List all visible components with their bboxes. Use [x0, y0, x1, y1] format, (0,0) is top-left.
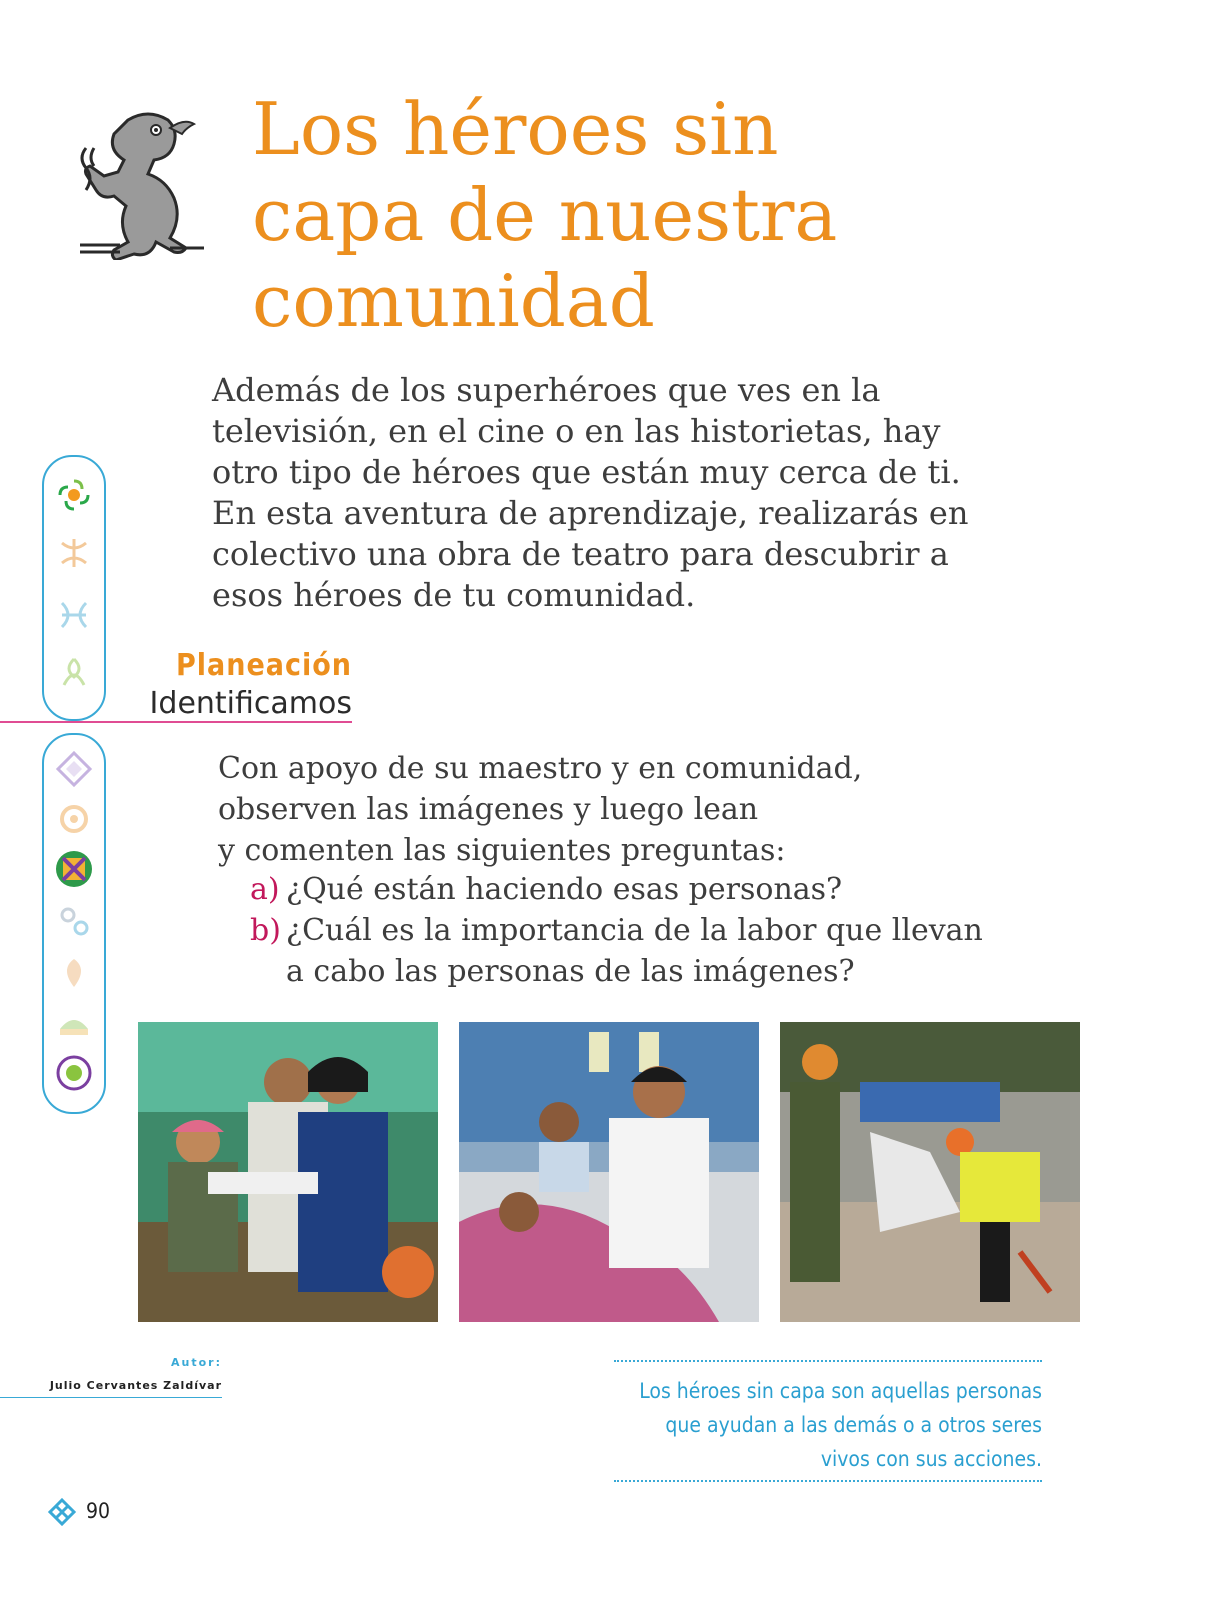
definition-note: [614, 1360, 1042, 1482]
sidebar-phase-nav: [42, 455, 106, 721]
title-line-1: Los héroes sin: [252, 87, 779, 171]
photo-hospital-nurse: [459, 1022, 759, 1322]
question-item: [250, 910, 1010, 992]
definition-text: Los héroes sin capa son aquellas personas que ayudan a las demás o a otros seres vivos con sus acciones.: [639, 1379, 1042, 1471]
sidebar-faded-icon-6[interactable]: [54, 799, 94, 839]
author-name: Julio Cervantes Zaldívar: [49, 1379, 222, 1392]
sidebar-active-icon-2[interactable]: [54, 849, 94, 889]
question-item: [250, 869, 1010, 910]
page-title: [252, 86, 1012, 344]
instructions: [218, 748, 978, 871]
sidebar-active-icon[interactable]: [54, 475, 94, 515]
instructions-line-1: Con apoyo de su maestro y en comunidad,: [218, 751, 863, 786]
section-divider: [0, 721, 352, 723]
sidebar-faded-icon-4[interactable]: [54, 653, 94, 693]
instructions-line-3: y comenten las siguientes preguntas:: [218, 833, 786, 868]
sidebar-faded-icon-3[interactable]: [54, 595, 94, 635]
author-divider: [0, 1397, 222, 1398]
question-text: ¿Cuál es la importancia de la labor que llevan a cabo las personas de las imágenes?: [286, 913, 983, 989]
section-subtitle: Identificamos: [149, 686, 352, 721]
question-marker: b): [250, 913, 281, 948]
author-label: Autor:: [171, 1356, 222, 1369]
section-label: Planeación: [176, 648, 352, 683]
sidebar-faded-icon-2[interactable]: [54, 533, 94, 573]
sidebar-faded-icon-8[interactable]: [54, 953, 94, 993]
question-text: ¿Qué están haciendo esas personas?: [286, 872, 843, 907]
intro-paragraph: Además de los superhéroes que ves en la televisión, en el cine o en las historietas, hay otro tipo de héroes que están muy cerca de ti. En esta aventura de aprendizaje, realizarás en colectivo una obra de teatro para descubrir a esos héroes de tu comunidad.: [212, 371, 969, 614]
title-line-2: capa de nuestra: [252, 173, 838, 257]
mascot-glyph-icon: [70, 100, 210, 260]
sidebar-faded-icon-7[interactable]: [54, 901, 94, 941]
title-line-3: comunidad: [252, 259, 655, 343]
page-number: 90: [86, 1499, 111, 1523]
question-list: [250, 869, 1010, 992]
page-emblem-icon: [48, 1498, 76, 1526]
photo-market-first-aid: [138, 1022, 438, 1322]
instructions-line-2: observen las imágenes y luego lean: [218, 792, 759, 827]
sidebar-field-nav: [42, 733, 106, 1114]
sidebar-faded-icon-5[interactable]: [54, 749, 94, 789]
question-marker: a): [250, 872, 280, 907]
photo-rescue-workers: [780, 1022, 1080, 1322]
sidebar-faded-icon-9[interactable]: [54, 1003, 94, 1043]
sidebar-active-icon-3[interactable]: [54, 1053, 94, 1093]
